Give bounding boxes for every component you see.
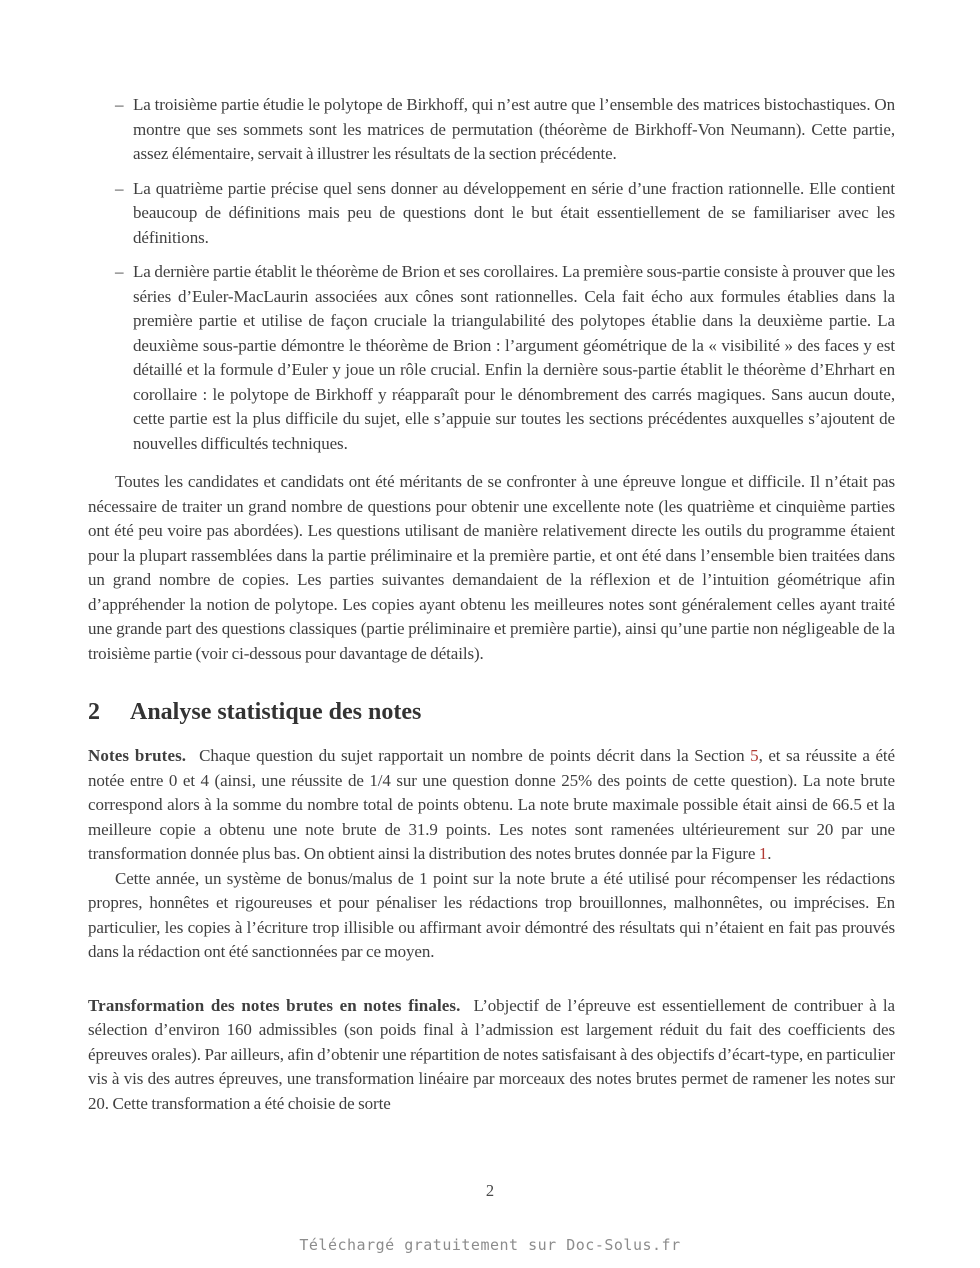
dash-bullet: – xyxy=(115,178,124,198)
section-ref-link[interactable]: 5 xyxy=(750,746,759,765)
bonus-malus-paragraph: Cette année, un système de bonus/malus de 1 point sur la note brute a été utilisé pour récompenser les rédactions propres, honnêtes et rigoureuses et pour pénaliser les rédactions trop brouillonnes, malhonnêtes, ou imprécises. En particulier, les copies à l’écriture trop illisible ou affirmant avoir démontré des résultats qui n’étaient en fait pas prouvés dans la rédaction ont été sanctionnées par ce moyen. xyxy=(88,868,895,961)
paragraph-text: . xyxy=(767,844,772,863)
paragraph-text: Chaque question du sujet rapportait un nombre de points décrit dans la Section xyxy=(199,746,751,765)
list-item-text: La dernière partie établit le théorème de Brion et ses corollaires. La première sous-partie consiste à prouver que les séries d’Euler-MacLaurin associées aux cônes sont rationnelles. Cela fait écho aux formules établies dans la première partie et utilise de façon cruciale la triangulabilité des polytopes établie dans la deuxième partie. La deuxième sous-partie démontre le théorème de Brion : l’argument géométrique de la « visibilité » des faces y est détaillé et la formule d’Euler y joue un rôle crucial. Enfin la dernière sous-partie établit le théorème d’Ehrhart en corollaire : le polytope de Birkhoff y réapparaît pour le dénombrement des carrés magiques. Sans aucun doute, cette partie est la plus difficile du sujet, elle s’appuie sur toutes les sections précédentes auxquelles s’ajoutent de nouvelles difficultés techniques. xyxy=(133,262,895,453)
figure-ref-link[interactable]: 1 xyxy=(758,844,768,863)
list-item-text: La troisième partie étudie le polytope de Birkhoff, qui n’est autre que l’ensemble des matrices bistochastiques. On montre que ses sommets sont les matrices de permutation (théorème de Birkhoff-Von Neumann). Cette partie, assez élémentaire, servait à illustrer les résultats de la section précédente. xyxy=(133,95,895,163)
list-item xyxy=(88,260,895,456)
summary-paragraph: Toutes les candidates et candidats ont été méritants de se confronter à une épreuve longue et difficile. Il n’était pas nécessaire de traiter un grand nombre de questions pour obtenir une excellente note (les quatrième et cinquième parties ont été peu voire pas abordées). Les questions utilisant de manière relativement directe les outils du programme étaient pour la plupart rassemblées dans la partie préliminaire et la première partie, et ont été dans l’ensemble bien traitées dans un grand nombre de copies. Les parties suivantes demandaient de la réflexion et de l’intuition géométrique afin d’appréhender la notion de polytope. Les copies ayant obtenu les meilleures notes sont généralement celles ayant traité une grande part des questions classiques (partie préliminaire et première partie), ainsi qu’une partie non négligeable de la troisième partie (voir ci-dessous pour davantage de détails). xyxy=(88,472,895,663)
list-item xyxy=(88,177,895,251)
paragraph-lead: Notes brutes. xyxy=(88,746,187,765)
page-content xyxy=(88,93,895,1116)
section-number: 2 xyxy=(88,699,100,725)
section-heading xyxy=(88,697,895,727)
list-item-text: La quatrième partie précise quel sens donner au développement en série d’une fraction rationnelle. Elle contient beaucoup de définitions mais peu de questions dont le but était essentiellement de se familiariser avec les définitions. xyxy=(133,178,895,247)
dash-bullet: – xyxy=(115,262,124,281)
paragraph-text: , et sa réussite a été notée entre 0 et 4 (ainsi, une réussite de 1/4 sur une question donne 25% des points de cette question). La note brute correspond alors à la somme du nombre total de points obtenu. La note brute maximale possible était ainsi de 66.5 et la meilleure copie a obtenu une note brute de 31.9 points. Les notes sont ramenées ultérieurement sur 20 par une transformation donnée plus bas. On obtient ainsi la distribution des notes brutes donnée par la Figure xyxy=(88,746,896,863)
footer-watermark: Téléchargé gratuitement sur Doc-Solus.fr xyxy=(299,1236,681,1254)
dash-bullet: – xyxy=(115,95,124,114)
notes-brutes-paragraph xyxy=(88,744,895,867)
list-item xyxy=(88,93,895,167)
page-number: 2 xyxy=(485,1181,495,1200)
paragraph-text: L’objectif de l’épreuve est essentiellement de contribuer à la sélection d’environ 160 admissibles (son poids final à l’admission est largement réduit du fait des coefficients des épreuves orales). Par ailleurs, afin d’obtenir une répartition de notes satisfaisant à des objectifs d’écart-type, en particulier vis à vis des autres épreuves, une transformation linéaire par morceaux des notes brutes permet de ramener les notes sur 20. Cette transformation a été choisie de sorte xyxy=(88,995,895,1113)
section-title: Analyse statistique des notes xyxy=(130,699,422,725)
paragraph-lead: Transformation des notes brutes en notes finales. xyxy=(88,995,461,1015)
transformation-paragraph xyxy=(88,994,895,1117)
bullet-list xyxy=(88,93,895,456)
